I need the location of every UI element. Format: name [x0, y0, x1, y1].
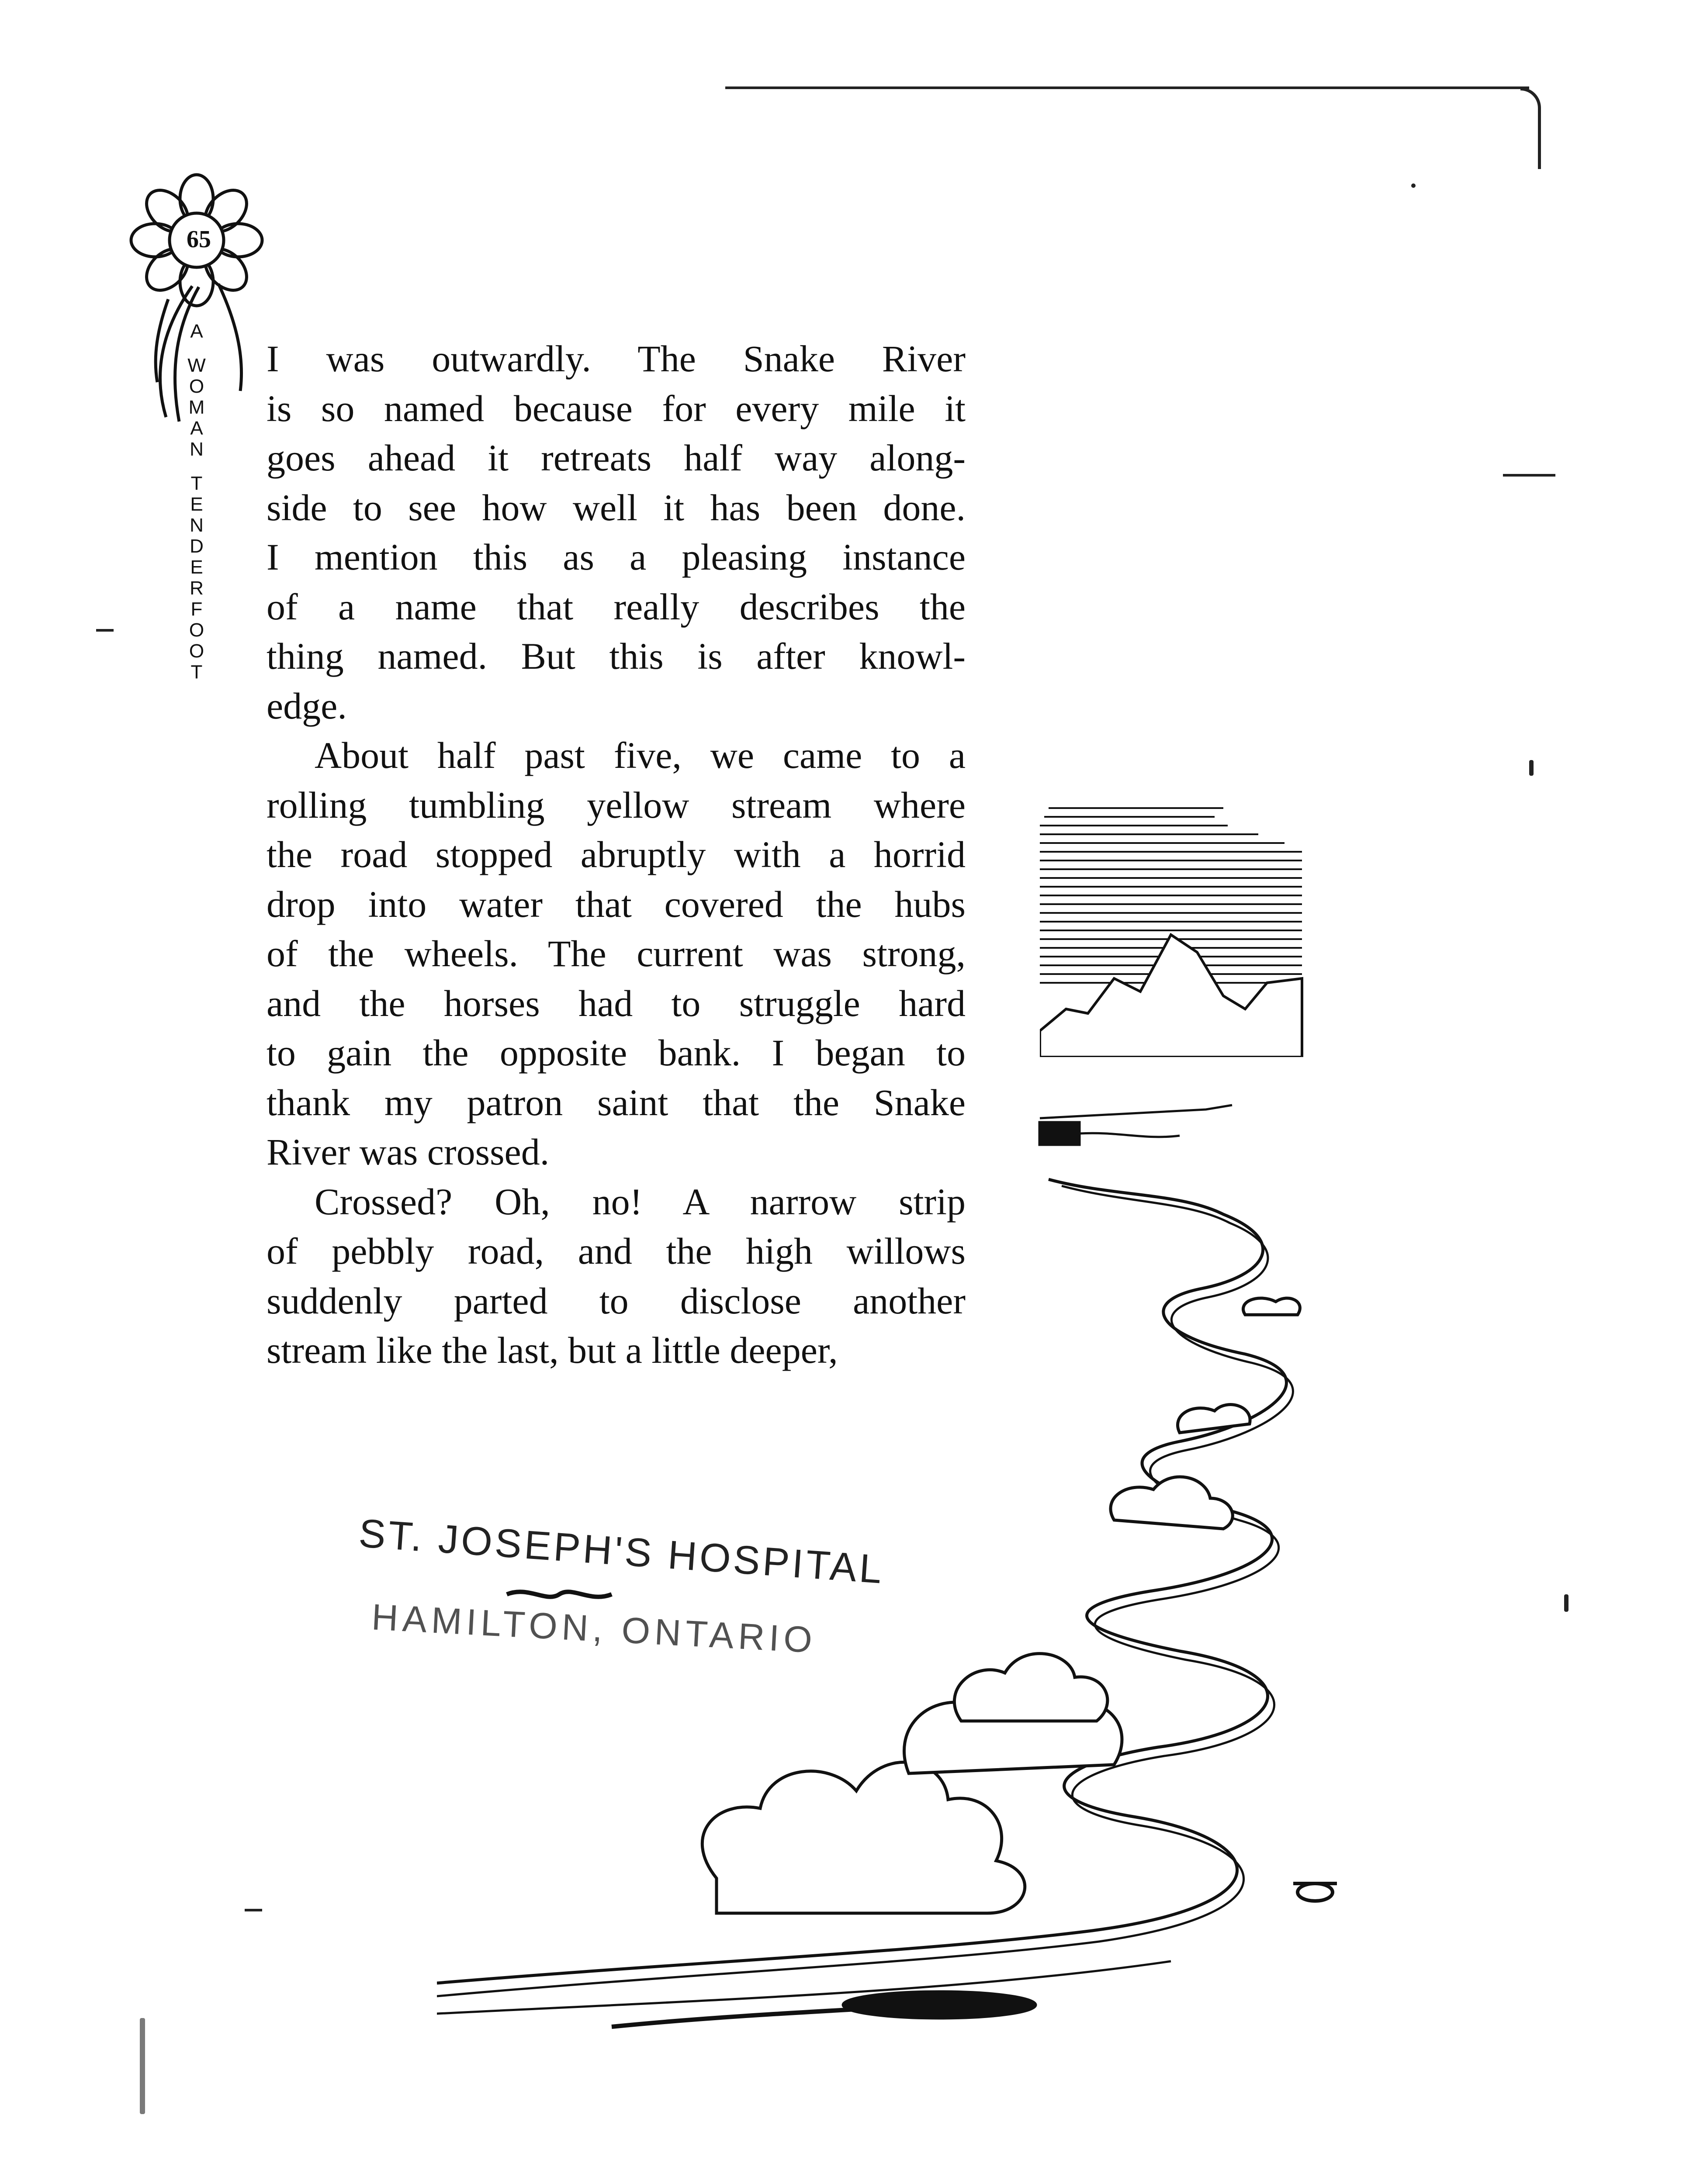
stamp-line-1: ST. JOSEPH'S HOSPITAL	[357, 1511, 886, 1592]
text-line: of a name that really describes the	[267, 585, 966, 628]
stamp-flourish-icon	[502, 1586, 616, 1603]
running-title-letter: O	[189, 619, 204, 641]
paragraph	[267, 334, 966, 731]
text-line: River was crossed.	[267, 1131, 550, 1173]
text-line: to gain the opposite bank. I began to	[267, 1032, 966, 1074]
text-line: of pebbly road, and the high willows	[267, 1230, 966, 1272]
running-title-letter: F	[190, 598, 203, 620]
text-line: goes ahead it retreats half way along-	[267, 437, 966, 479]
top-rule	[725, 86, 1529, 89]
text-line: of the wheels. The current was strong,	[267, 933, 966, 975]
running-title-letter: O	[189, 640, 204, 662]
text-line: the road stopped abruptly with a horrid	[267, 833, 966, 875]
running-title-letter: R	[190, 577, 204, 599]
running-title	[179, 321, 214, 683]
text-line: edge.	[267, 684, 347, 727]
ink-speck	[140, 2018, 145, 2114]
text-line: stream like the last, but a little deeper,	[267, 1329, 838, 1371]
text-line: thing named. But this is after knowl-	[267, 635, 966, 677]
text-line: thank my patron saint that the Snake	[267, 1081, 966, 1123]
text-line: drop into water that covered the hubs	[267, 883, 966, 925]
stamp-line-2: HAMILTON, ONTARIO	[370, 1596, 818, 1661]
margin-dash	[1503, 474, 1555, 477]
illustrator-monogram-icon	[1289, 1878, 1341, 1904]
running-title-letter: T	[190, 473, 203, 494]
running-title-letter: N	[190, 515, 204, 536]
library-stamp	[345, 1511, 886, 1677]
running-title-letter: E	[190, 494, 203, 515]
running-title-letter: A	[190, 321, 203, 342]
text-line: I was outwardly. The Snake River	[267, 338, 966, 380]
running-title-letter: D	[190, 536, 204, 557]
text-line: is so named because for every mile it	[267, 387, 966, 429]
running-title-letter: O	[189, 376, 204, 397]
text-line: Crossed? Oh, no! A narrow strip	[315, 1180, 966, 1223]
running-title-letter: N	[190, 439, 204, 460]
running-title-letter: M	[188, 397, 205, 418]
mountain-sky-illustration	[1040, 804, 1337, 1057]
text-line: rolling tumbling yellow stream where	[267, 784, 966, 826]
ink-speck	[1411, 183, 1416, 188]
running-title-letter: A	[190, 418, 203, 439]
text-line: side to see how well it has been done.	[267, 486, 966, 529]
page-corner-edge	[1520, 87, 1541, 169]
running-title-letter: T	[190, 661, 203, 683]
margin-dash	[96, 629, 114, 632]
text-line: and the horses had to struggle hard	[267, 982, 966, 1024]
text-line: About half past five, we came to a	[315, 734, 966, 776]
running-title-letter: W	[187, 355, 206, 376]
ink-speck	[1564, 1594, 1568, 1612]
ink-speck	[1529, 760, 1534, 776]
text-line: I mention this as a pleasing instance	[267, 536, 966, 578]
running-title-letter: E	[190, 556, 203, 578]
margin-dash	[245, 1909, 262, 1911]
page-number: 65	[187, 226, 211, 253]
text-line: suddenly parted to disclose another	[267, 1279, 966, 1322]
